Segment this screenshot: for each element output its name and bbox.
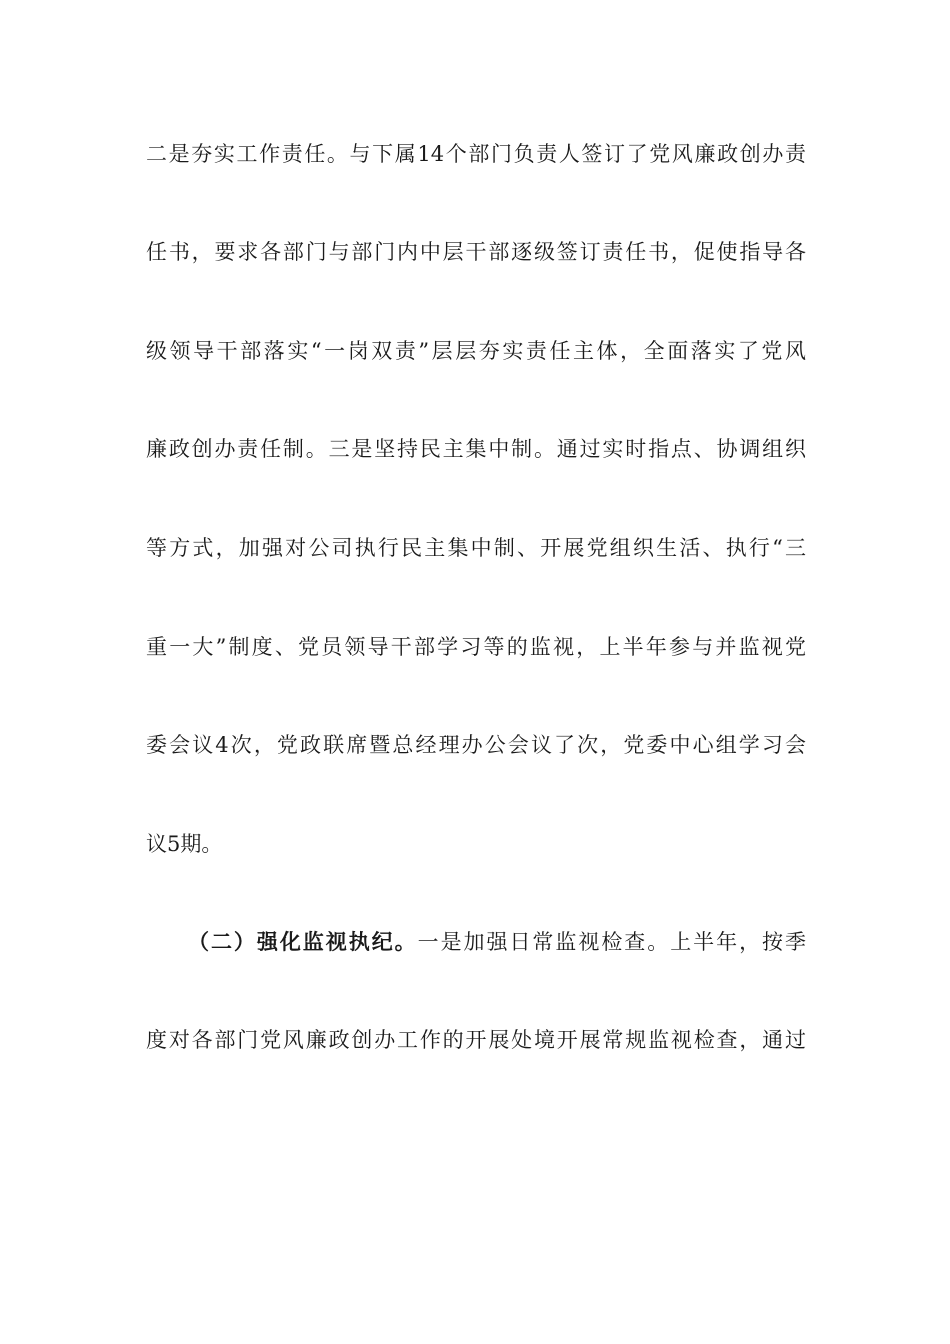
section-line-1 <box>188 928 806 956</box>
paragraph-line-1: 二是夯实工作责任。与下属14个部门负责人签订了党风廉政创办责 <box>146 142 806 166</box>
paragraph-line-8: 议5期。 <box>146 832 223 856</box>
section-line-1-text: 一是加强日常监视检查。上半年，按季 <box>417 930 807 954</box>
paragraph-line-2: 任书，要求各部门与部门内中层干部逐级签订责任书，促使指导各 <box>146 240 806 264</box>
section-line-2: 度对各部门党风廉政创办工作的开展处境开展常规监视检查，通过 <box>146 1028 806 1052</box>
paragraph-line-7: 委会议4次，党政联席暨总经理办公会议了次，党委中心组学习会 <box>146 733 806 757</box>
paragraph-line-6: 重一大”制度、党员领导干部学习等的监视，上半年参与并监视党 <box>146 635 806 659</box>
section-heading: （二）强化监视执纪。 <box>188 929 418 954</box>
paragraph-line-5: 等方式，加强对公司执行民主集中制、开展党组织生活、执行“三 <box>146 536 806 560</box>
paragraph-line-4: 廉政创办责任制。三是坚持民主集中制。通过实时指点、协调组织 <box>146 437 806 461</box>
paragraph-line-3: 级领导干部落实“一岗双责”层层夯实责任主体，全面落实了党风 <box>146 339 806 363</box>
